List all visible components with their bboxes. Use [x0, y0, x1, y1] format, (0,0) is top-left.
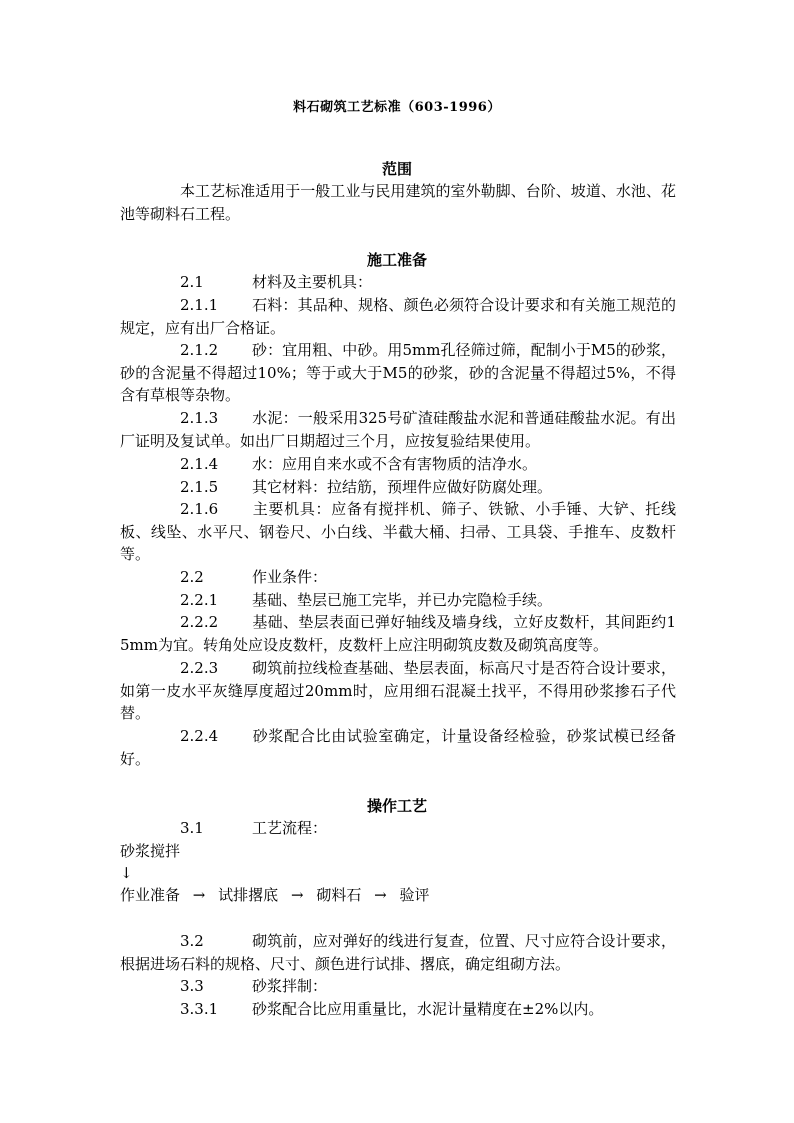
item-text: 砂浆配合比应用重量比，水泥计量精度在±2%以内。 [252, 1000, 604, 1018]
prep-item-2-1-4 [120, 453, 676, 476]
item-text: 砂浆配合比由试验室确定，计量设备经检验，砂浆试模已经备好。 [120, 727, 676, 768]
item-text: 主要机具：应备有搅拌机、筛子、铁锨、小手锤、大铲、托线板、线坠、水平尺、钢卷尺、小白线、半截大桶、扫帚、工具袋、手推车、皮数杆等。 [120, 500, 676, 563]
item-number: 2.1.3 [180, 409, 219, 427]
prep-item-2-2-3 [120, 657, 676, 725]
item-number: 2.2 [180, 568, 204, 586]
item-text: 水泥：一般采用325号矿渣硅酸盐水泥和普通硅酸盐水泥。有出厂证明及复试单。如出厂日期超过三个月，应按复验结果使用。 [120, 409, 676, 450]
prep-item-2-1-2 [120, 339, 676, 407]
prep-item-2-1-3 [120, 407, 676, 452]
flow-top-step: 砂浆搅拌 [120, 842, 181, 860]
section-heading-prep: 施工准备 [366, 251, 427, 269]
scope-paragraph: 本工艺标准适用于一般工业与民用建筑的室外勒脚、台阶、坡道、水池、花池等砌料石工程。 [120, 182, 676, 223]
prep-item-2-2-4 [120, 725, 676, 770]
ops-item-3-3 [120, 975, 676, 998]
item-number: 2.2.1 [180, 591, 219, 609]
item-number: 2.1.1 [180, 296, 219, 314]
item-number: 2.2.2 [180, 613, 219, 631]
flow-step: 作业准备 [120, 886, 181, 904]
item-text: 石料：其品种、规格、颜色必须符合设计要求和有关施工规范的规定，应有出厂合格证。 [120, 296, 676, 337]
ops-item-3-2 [120, 930, 676, 975]
item-number: 3.3 [180, 977, 204, 995]
document-title: 料石砌筑工艺标准（603-1996） [293, 100, 501, 115]
flow-down-arrow: ↓ [120, 864, 133, 882]
ops-item-3-1 [120, 817, 676, 840]
item-text: 作业条件： [252, 568, 328, 586]
item-number: 2.1.2 [180, 341, 219, 359]
item-text: 砌筑前，应对弹好的线进行复查，位置、尺寸应符合设计要求，根据进场石料的规格、尺寸、颜色进行试排、撂底，确定组砌方法。 [120, 932, 676, 973]
item-number: 3.3.1 [180, 1000, 219, 1018]
ops-item-3-3-1 [120, 998, 676, 1021]
item-text: 砂浆拌制： [252, 977, 328, 995]
flow-arrow: → [374, 886, 387, 904]
item-number: 2.1.6 [180, 500, 219, 518]
item-number: 3.1 [180, 819, 204, 837]
flow-arrow: → [192, 886, 206, 904]
prep-item-2-1 [120, 271, 676, 294]
item-text: 基础、垫层表面已弹好轴线及墙身线，立好皮数杆，其间距约15mm为宜。转角处应设皮数杆，皮数杆上应注明砌筑皮数及砌筑高度等。 [120, 613, 676, 654]
item-number: 2.1 [180, 273, 204, 291]
section-heading-scope: 范围 [381, 160, 412, 178]
item-number: 2.2.3 [180, 659, 219, 677]
item-number: 2.1.4 [180, 455, 219, 473]
item-text: 基础、垫层已施工完毕，并已办完隐检手续。 [252, 591, 553, 609]
flow-step: 砌料石 [316, 886, 362, 904]
item-text: 水：应用自来水或不含有害物质的洁净水。 [252, 455, 538, 473]
item-number: 3.2 [180, 932, 204, 950]
prep-item-2-1-6 [120, 498, 676, 566]
prep-item-2-2-1 [120, 589, 676, 612]
item-text: 砂：宜用粗、中砂。用5mm孔径筛过筛，配制小于M5的砂浆，砂的含泥量不得超过10%；等于或大于M5的砂浆，砂的含泥量不得超过5%，不得含有草根等杂物。 [120, 341, 676, 404]
item-number: 2.1.5 [180, 478, 219, 496]
item-text: 材料及主要机具： [252, 273, 373, 291]
flow-step: 验评 [399, 886, 430, 904]
prep-item-2-1-1 [120, 294, 676, 339]
item-text: 其它材料：拉结筋，预埋件应做好防腐处理。 [252, 478, 553, 496]
flow-arrow: → [290, 886, 304, 904]
item-text: 工艺流程： [252, 819, 328, 837]
section-heading-ops: 操作工艺 [366, 797, 427, 815]
prep-item-2-2-2 [120, 611, 676, 656]
item-text: 砌筑前拉线检查基础、垫层表面，标高尺寸是否符合设计要求，如第一皮水平灰缝厚度超过20mm时，应用细石混凝土找平，不得用砂浆掺石子代替。 [120, 659, 676, 722]
flow-chain [120, 884, 429, 907]
item-number: 2.2.4 [180, 727, 219, 745]
flow-step: 试排撂底 [218, 886, 279, 904]
prep-item-2-1-5 [120, 476, 676, 499]
prep-item-2-2 [120, 566, 676, 589]
